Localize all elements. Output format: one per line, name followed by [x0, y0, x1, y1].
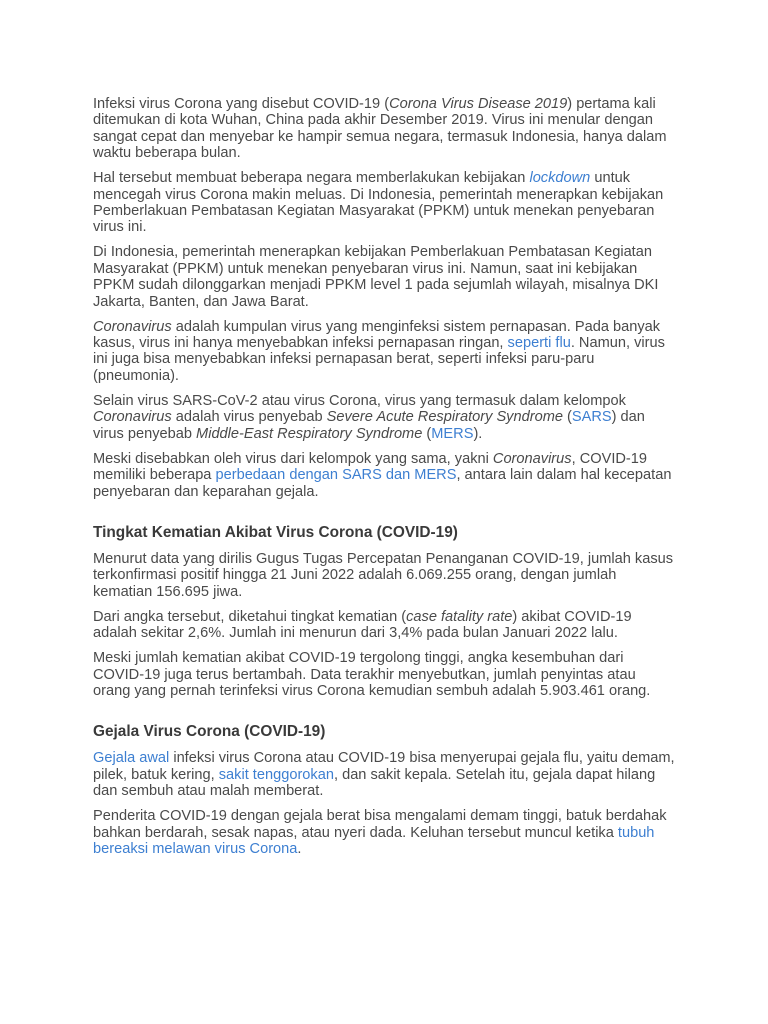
link-gejala-awal[interactable]: Gejala awal: [93, 750, 170, 767]
italic-term: Coronavirus: [93, 409, 172, 426]
paragraph-data-kasus: Menurut data yang dirilis Gugus Tugas Percepatan Penanganan COVID-19, jumlah kasus terkonfirmasi positif hingga 21 Juni 2022 adalah 6.069.255 orang, dengan jumlah kematian 156.695 jiwa.: [93, 550, 674, 600]
paragraph-coronavirus: Coronavirus adalah kumpulan virus yang menginfeksi sistem pernapasan. Pada banyak kasus, virus ini hanya menyebabkan infeksi pernapasan ringan, seperti flu. Namun, virus ini juga bisa menyebabkan infeksi pernapasan berat, seperti infeksi paru-paru (pneumonia).: [93, 318, 665, 384]
paragraph-kesembuhan: Meski jumlah kematian akibat COVID-19 tergolong tinggi, angka kesembuhan dari COVID-19 juga terus bertambah. Data terakhir menyebutkan, jumlah penyintas atau orang yang pernah terinfeksi virus Corona kemudian sembuh adalah 5.903.461 orang.: [93, 650, 651, 699]
paragraph-ppkm: Di Indonesia, pemerintah menerapkan kebijakan Pemberlakuan Pembatasan Kegiatan Masyarakat (PPKM) untuk menekan penyebaran virus ini. Namun, saat ini kebijakan PPKM sudah dilonggarkan menjadi PPKM level 1 pada sejumlah wilayah, misalnya DKI Jakarta, Banten, dan Jawa Barat.: [93, 244, 659, 310]
italic-term: Coronavirus: [93, 318, 172, 335]
link-seperti-flu[interactable]: seperti flu: [507, 335, 571, 352]
paragraph-sars-mers: Selain virus SARS-CoV-2 atau virus Corona, virus yang termasuk dalam kelompok Coronavirus adalah virus penyebab Severe Acute Respiratory Syndrome (SARS) dan virus penyebab Middle-East Respiratory Syndrome (MERS).: [93, 392, 645, 442]
heading-gejala: Gejala Virus Corona (COVID-19): [93, 723, 326, 741]
link-sakit-tenggorokan[interactable]: sakit tenggorokan: [218, 766, 334, 783]
italic-term: case fatality rate: [406, 608, 513, 625]
paragraph-gejala-berat: Penderita COVID-19 dengan gejala berat bisa mengalami demam tinggi, batuk berdahak bahkan berdarah, sesak napas, atau nyeri dada. Keluhan tersebut muncul ketika tubuh bereaksi melawan virus Corona.: [93, 808, 667, 857]
link-mers[interactable]: MERS: [431, 425, 474, 442]
link-perbedaan-sars-mers[interactable]: perbedaan dengan SARS dan MERS: [215, 467, 457, 484]
link-lockdown[interactable]: lockdown: [529, 170, 591, 187]
italic-term: Middle-East Respiratory Syndrome: [196, 425, 423, 442]
paragraph-difference: Meski disebabkan oleh virus dari kelompok yang sama, yakni Coronavirus, COVID-19 memiliki beberapa perbedaan dengan SARS dan MERS, antara lain dalam hal kecepatan penyebaran dan keparahan gejala.: [93, 450, 672, 500]
heading-tingkat-kematian: Tingkat Kematian Akibat Virus Corona (COVID-19): [93, 523, 458, 541]
paragraph-intro: Infeksi virus Corona yang disebut COVID-19 (Corona Virus Disease 2019) pertama kali ditemukan di kota Wuhan, China pada akhir Desember 2019. Virus ini menular dengan sangat cepat dan menyebar ke hampir semua negara, termasuk Indonesia, hanya dalam waktu beberapa bulan.: [93, 96, 667, 162]
link-sars[interactable]: SARS: [571, 409, 612, 426]
italic-term: Corona Virus Disease 2019: [389, 96, 568, 112]
paragraph-gejala-awal: Gejala awal infeksi virus Corona atau COVID-19 bisa menyerupai gejala flu, yaitu demam, pilek, batuk kering, sakit tenggorokan, dan sakit kepala. Setelah itu, gejala dapat hilang dan sembuh atau malah memberat.: [93, 750, 675, 800]
link-tubuh-bereaksi[interactable]: tubuh bereaksi melawan virus Corona: [93, 824, 655, 857]
article-body: [93, 96, 677, 866]
paragraph-fatality-rate: Dari angka tersebut, diketahui tingkat kematian (case fatality rate) akibat COVID-19 adalah sekitar 2,6%. Jumlah ini menurun dari 3,4% pada bulan Januari 2022 lalu.: [93, 608, 632, 642]
italic-term: Coronavirus: [492, 450, 572, 467]
italic-term: Severe Acute Respiratory Syndrome: [326, 409, 563, 426]
paragraph-lockdown: Hal tersebut membuat beberapa negara memberlakukan kebijakan lockdown untuk mencegah virus Corona makin meluas. Di Indonesia, pemerintah menerapkan kebijakan Pemberlakuan Pembatasan Kegiatan Masyarakat (PPKM) untuk menekan penyebaran virus ini.: [93, 170, 664, 236]
